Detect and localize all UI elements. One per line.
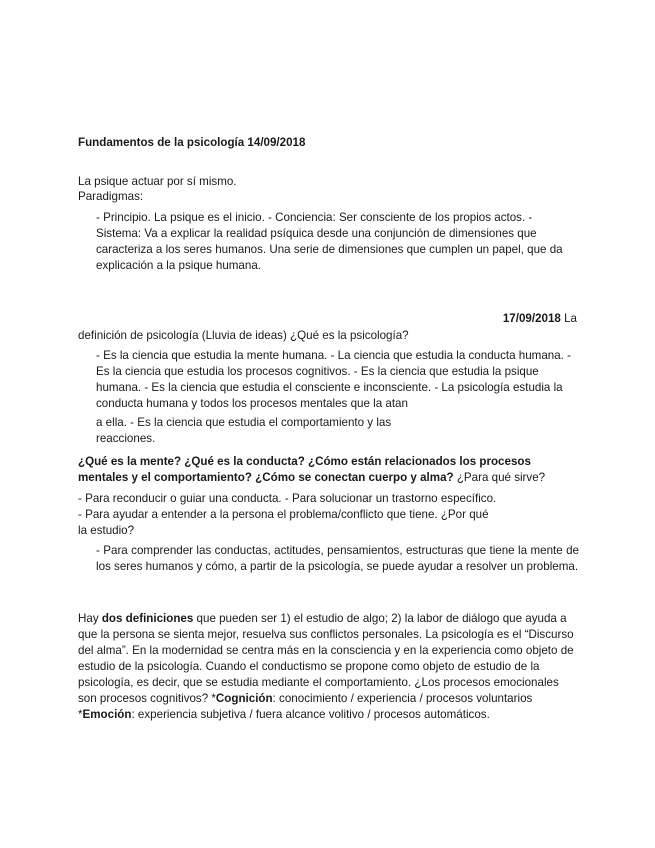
final-text-4: : experiencia subjetiva / fuera alcance volitivo / procesos automáticos.	[131, 708, 490, 721]
section-date: 17/09/2018	[502, 312, 561, 325]
final-bold-emotion: Emoción	[82, 708, 132, 721]
why-list: - Para comprender las conductas, actitudes, pensamientos, estructuras que tiene la mente de los seres humanos y cómo, a partir de la psicología, se puede ayudar a resolver un problema.	[96, 544, 579, 573]
intro-line: La psique actuar por sí mismo.	[78, 175, 237, 188]
questions-bold: ¿Qué es la mente? ¿Qué es la conducta? ¿Cómo están relacionados los procesos mentales y el comportamiento? ¿Cómo se conectan cuerpo y alma?	[78, 455, 531, 484]
final-text-2: que pueden ser 1) el estudio de algo; 2) la labor de diálogo que ayuda a que la persona se sienta mejor, resuelva sus conflictos personales. La psicología es el “Discurso del alma”. En la modernidad se centra más en la consciencia y en la experiencia como objeto de estudio de la psicología. Cuando el conductismo se propone como objeto de estudio de la psicología, es decir, que se estudia mediante el comportamiento. ¿Los procesos emocionales son procesos cognitivos? *	[78, 612, 574, 705]
document-title: Fundamentos de la psicología 14/09/2018	[78, 136, 306, 149]
paradigms-label: Paradigmas:	[78, 190, 144, 203]
final-paragraph	[78, 611, 578, 723]
final-bold-cognition: Cognición	[215, 692, 273, 705]
paradigms-list: - Principio. La psique es el inicio. - Conciencia: Ser consciente de los propios actos. - Sistema: Va a explicar la realidad psíquica desde una conjunción de dimensiones que caracteriza a los seres humanos. Una serie de dimensiones que cumplen un papel, que da explicación a la psique humana.	[96, 211, 563, 272]
definitions-list-continued: a ella. - Es la ciencia que estudia el comportamiento y las reacciones.	[96, 416, 392, 445]
questions-paragraph	[78, 454, 578, 486]
definitions-list: - Es la ciencia que estudia la mente humana. - La ciencia que estudia la conducta humana. - Es la ciencia que estudia los procesos cognitivos. - Es la ciencia que estudia la psique humana. - Es la ciencia que estudia el consciente e inconsciente. - La psicología estudia la conducta humana y todos los procesos mentales que la atan	[96, 349, 571, 410]
final-text-1: Hay	[78, 612, 102, 625]
date-suffix: La	[560, 312, 577, 325]
answers-paragraph: - Para reconducir o guiar una conducta. - Para solucionar un trastorno específico. - Para ayudar a entender a la persona el problema/conflicto que tiene. ¿Por qué la estudio?	[78, 492, 497, 537]
final-bold-definitions: dos definiciones	[101, 612, 194, 625]
questions-normal: ¿Para qué sirve?	[453, 471, 546, 484]
section-date-line	[503, 311, 577, 327]
final-text-3: : conocimiento / experiencia / procesos voluntarios *	[78, 692, 533, 721]
definition-heading: definición de psicología (Lluvia de ideas) ¿Qué es la psicología?	[78, 329, 409, 342]
